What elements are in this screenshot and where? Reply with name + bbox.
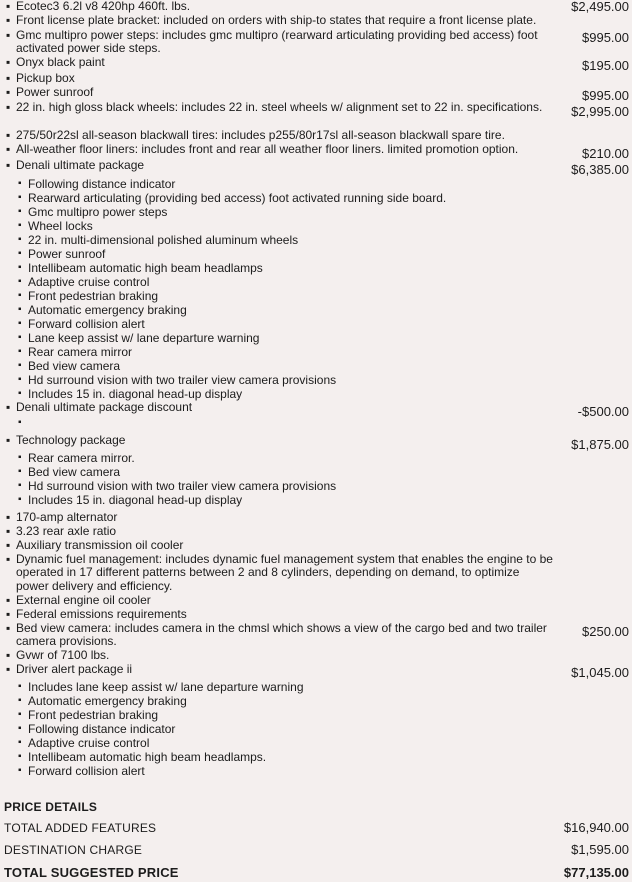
bullet-icon: ▪ bbox=[18, 452, 22, 463]
bullet-icon: ▪ bbox=[6, 142, 11, 156]
package-subitem bbox=[18, 722, 538, 736]
bullet-icon: ▪ bbox=[18, 723, 22, 734]
option-price: $1,875.00 bbox=[571, 437, 629, 452]
package-subitem bbox=[18, 493, 538, 507]
option-label: Ecotec3 6.2l v8 420hp 460ft. lbs. bbox=[16, 0, 191, 13]
option-price: $6,385.00 bbox=[571, 162, 629, 177]
total-value: $77,135.00 bbox=[563, 865, 629, 880]
package-subitem bbox=[18, 247, 538, 261]
bullet-icon: ▪ bbox=[18, 290, 22, 301]
option-label: Bed view camera: includes camera in the chmsl which shows a view of the cargo bed and two trailer camera provisions. bbox=[16, 621, 547, 649]
bullet-icon: ▪ bbox=[18, 360, 22, 371]
package-subitem bbox=[18, 177, 538, 191]
subitem-label: Hd surround vision with two trailer view camera provisions bbox=[28, 479, 337, 493]
package-subitem bbox=[18, 750, 538, 764]
option-label: Onyx black paint bbox=[16, 55, 105, 69]
package-subitem bbox=[18, 289, 538, 303]
subitem-label: Rear camera mirror bbox=[28, 345, 133, 359]
bullet-icon: ▪ bbox=[18, 388, 22, 399]
option-label: Denali ultimate package discount bbox=[16, 400, 193, 414]
bullet-icon: ▪ bbox=[18, 494, 22, 505]
subitem-label: Includes 15 in. diagonal head-up display bbox=[28, 493, 243, 507]
bullet-icon: ▪ bbox=[18, 709, 22, 720]
package-subitem bbox=[18, 205, 538, 219]
option-label: Federal emissions requirements bbox=[16, 607, 187, 621]
total-label: TOTAL SUGGESTED PRICE bbox=[4, 865, 179, 880]
subitem-label: Automatic emergency braking bbox=[28, 303, 187, 317]
bullet-icon: ▪ bbox=[6, 400, 11, 414]
package-subitem bbox=[18, 261, 538, 275]
option-label: Front license plate bracket: included on orders with ship-to states that require a front license plate. bbox=[16, 13, 537, 27]
bullet-icon: ▪ bbox=[6, 100, 11, 114]
bullet-icon: ▪ bbox=[18, 480, 22, 491]
package-subitem bbox=[18, 694, 538, 708]
bullet-icon: ▪ bbox=[18, 737, 22, 748]
option-price: $995.00 bbox=[582, 88, 629, 103]
subitem-label: Following distance indicator bbox=[28, 177, 176, 191]
bullet-icon: ▪ bbox=[18, 765, 22, 776]
bullet-icon: ▪ bbox=[6, 593, 11, 607]
subitem-label: Adaptive cruise control bbox=[28, 736, 150, 750]
option-label: Pickup box bbox=[16, 71, 75, 85]
bullet-icon: ▪ bbox=[6, 85, 11, 99]
package-subitem bbox=[18, 764, 538, 778]
bullet-icon: ▪ bbox=[18, 304, 22, 315]
bullet-icon: ▪ bbox=[18, 234, 22, 245]
subitem-label: Forward collision alert bbox=[28, 764, 145, 778]
option-price: $1,045.00 bbox=[571, 665, 629, 680]
package-subitem bbox=[18, 465, 538, 479]
option-label: Dynamic fuel management: includes dynamic fuel management system that enables the engine to be operated in 17 different patterns between 2 and 8 cylinders, depending on demand, to optimize power delivery and efficiency. bbox=[16, 552, 553, 593]
option-price: $195.00 bbox=[582, 58, 629, 73]
subitem-label: Includes lane keep assist w/ lane departure warning bbox=[28, 680, 304, 694]
subitem-label: Adaptive cruise control bbox=[28, 275, 150, 289]
subitem-label: Wheel locks bbox=[28, 219, 93, 233]
bullet-icon: ▪ bbox=[18, 220, 22, 231]
bullet-icon: ▪ bbox=[6, 128, 11, 142]
bullet-icon: ▪ bbox=[6, 28, 11, 42]
bullet-icon: ▪ bbox=[18, 262, 22, 273]
package-subitem bbox=[18, 373, 538, 387]
bullet-icon: ▪ bbox=[6, 648, 11, 662]
option-label: External engine oil cooler bbox=[16, 593, 151, 607]
subitem-label: Following distance indicator bbox=[28, 722, 176, 736]
bullet-icon: ▪ bbox=[6, 433, 11, 447]
package-subitem bbox=[18, 331, 538, 345]
bullet-icon: ▪ bbox=[6, 13, 11, 27]
option-label: Driver alert package ii bbox=[16, 662, 133, 676]
subitem-label: Front pedestrian braking bbox=[28, 708, 159, 722]
option-label: Power sunroof bbox=[16, 85, 94, 99]
option-label: 275/50r22sl all-season blackwall tires: includes p255/80r17sl all-season blackwall spare tire. bbox=[16, 128, 505, 142]
option-label: 22 in. high gloss black wheels: includes 22 in. steel wheels w/ alignment set to 22 in. specifications. bbox=[16, 100, 543, 114]
bullet-icon: ▪ bbox=[18, 751, 22, 762]
price-details-heading: PRICE DETAILS bbox=[4, 800, 98, 814]
subitem-label: Bed view camera bbox=[28, 465, 121, 479]
package-subitem bbox=[18, 275, 538, 289]
subitem-label: Automatic emergency braking bbox=[28, 694, 187, 708]
package-subitem bbox=[18, 317, 538, 331]
bullet-icon: ▪ bbox=[6, 662, 11, 676]
subitem-label: Rear camera mirror. bbox=[28, 451, 135, 465]
bullet-icon: ▪ bbox=[18, 206, 22, 217]
bullet-icon: ▪ bbox=[6, 607, 11, 621]
price-row-value: $16,940.00 bbox=[563, 820, 629, 835]
bullet-icon: ▪ bbox=[6, 538, 11, 552]
option-price: $2,495.00 bbox=[571, 0, 629, 14]
option-label: 170-amp alternator bbox=[16, 510, 118, 524]
package-subitem bbox=[18, 191, 538, 205]
option-label: 3.23 rear axle ratio bbox=[16, 524, 117, 538]
option-price: -$500.00 bbox=[577, 404, 629, 419]
bullet-icon: ▪ bbox=[18, 192, 22, 203]
option-label: Gvwr of 7100 lbs. bbox=[16, 648, 110, 662]
package-subitem bbox=[18, 387, 538, 401]
subitem-label: Rearward articulating (providing bed access) foot activated running side board. bbox=[28, 191, 447, 205]
bullet-icon: ▪ bbox=[6, 621, 11, 635]
option-price: $250.00 bbox=[582, 624, 629, 639]
bullet-icon: ▪ bbox=[6, 524, 11, 538]
bullet-icon: ▪ bbox=[18, 417, 22, 428]
bullet-icon: ▪ bbox=[6, 158, 11, 172]
bullet-icon: ▪ bbox=[18, 248, 22, 259]
subitem-label: Intellibeam automatic high beam headlamps bbox=[28, 261, 263, 275]
option-price: $210.00 bbox=[582, 146, 629, 161]
subitem-label: Gmc multipro power steps bbox=[28, 205, 168, 219]
package-subitem bbox=[18, 219, 538, 233]
bullet-icon: ▪ bbox=[18, 466, 22, 477]
subitem-label: Front pedestrian braking bbox=[28, 289, 159, 303]
subitem-label: Lane keep assist w/ lane departure warning bbox=[28, 331, 260, 345]
price-row-label: TOTAL ADDED FEATURES bbox=[4, 821, 157, 835]
package-subitem bbox=[18, 345, 538, 359]
package-subitem bbox=[18, 479, 538, 493]
bullet-icon: ▪ bbox=[6, 552, 11, 566]
package-subitem bbox=[18, 680, 538, 694]
bullet-icon: ▪ bbox=[18, 695, 22, 706]
option-price: $2,995.00 bbox=[571, 104, 629, 119]
bullet-icon: ▪ bbox=[18, 681, 22, 692]
option-label: Technology package bbox=[16, 433, 126, 447]
package-subitem bbox=[18, 451, 538, 465]
bullet-icon: ▪ bbox=[6, 71, 11, 85]
price-row-label: DESTINATION CHARGE bbox=[4, 843, 143, 857]
option-label: Auxiliary transmission oil cooler bbox=[16, 538, 184, 552]
package-subitem bbox=[18, 303, 538, 317]
subitem-label: Intellibeam automatic high beam headlamps. bbox=[28, 750, 267, 764]
package-subitem bbox=[18, 736, 538, 750]
subitem-label: Hd surround vision with two trailer view camera provisions bbox=[28, 373, 337, 387]
bullet-icon: ▪ bbox=[18, 178, 22, 189]
package-subitem bbox=[18, 233, 538, 247]
bullet-icon: ▪ bbox=[18, 332, 22, 343]
option-label: Denali ultimate package bbox=[16, 158, 145, 172]
bullet-icon: ▪ bbox=[6, 55, 11, 69]
option-label: All-weather floor liners: includes front and rear all weather floor liners. limited promotion option. bbox=[16, 142, 519, 156]
bullet-icon: ▪ bbox=[18, 346, 22, 357]
subitem-label: Power sunroof bbox=[28, 247, 106, 261]
subitem-label: Includes 15 in. diagonal head-up display bbox=[28, 387, 243, 401]
bullet-icon: ▪ bbox=[6, 510, 11, 524]
package-subitem bbox=[18, 708, 538, 722]
subitem-label: Forward collision alert bbox=[28, 317, 145, 331]
bullet-icon: ▪ bbox=[6, 0, 11, 13]
bullet-icon: ▪ bbox=[18, 318, 22, 329]
subitem-label: 22 in. multi-dimensional polished aluminum wheels bbox=[28, 233, 299, 247]
price-row-value: $1,595.00 bbox=[571, 842, 629, 857]
package-subitem bbox=[18, 359, 538, 373]
bullet-icon: ▪ bbox=[18, 276, 22, 287]
option-label: Gmc multipro power steps: includes gmc multipro (rearward articulating providing bed access) foot activated power side steps. bbox=[16, 28, 538, 56]
bullet-icon: ▪ bbox=[18, 374, 22, 385]
subitem-label: Bed view camera bbox=[28, 359, 121, 373]
option-price: $995.00 bbox=[582, 30, 629, 45]
